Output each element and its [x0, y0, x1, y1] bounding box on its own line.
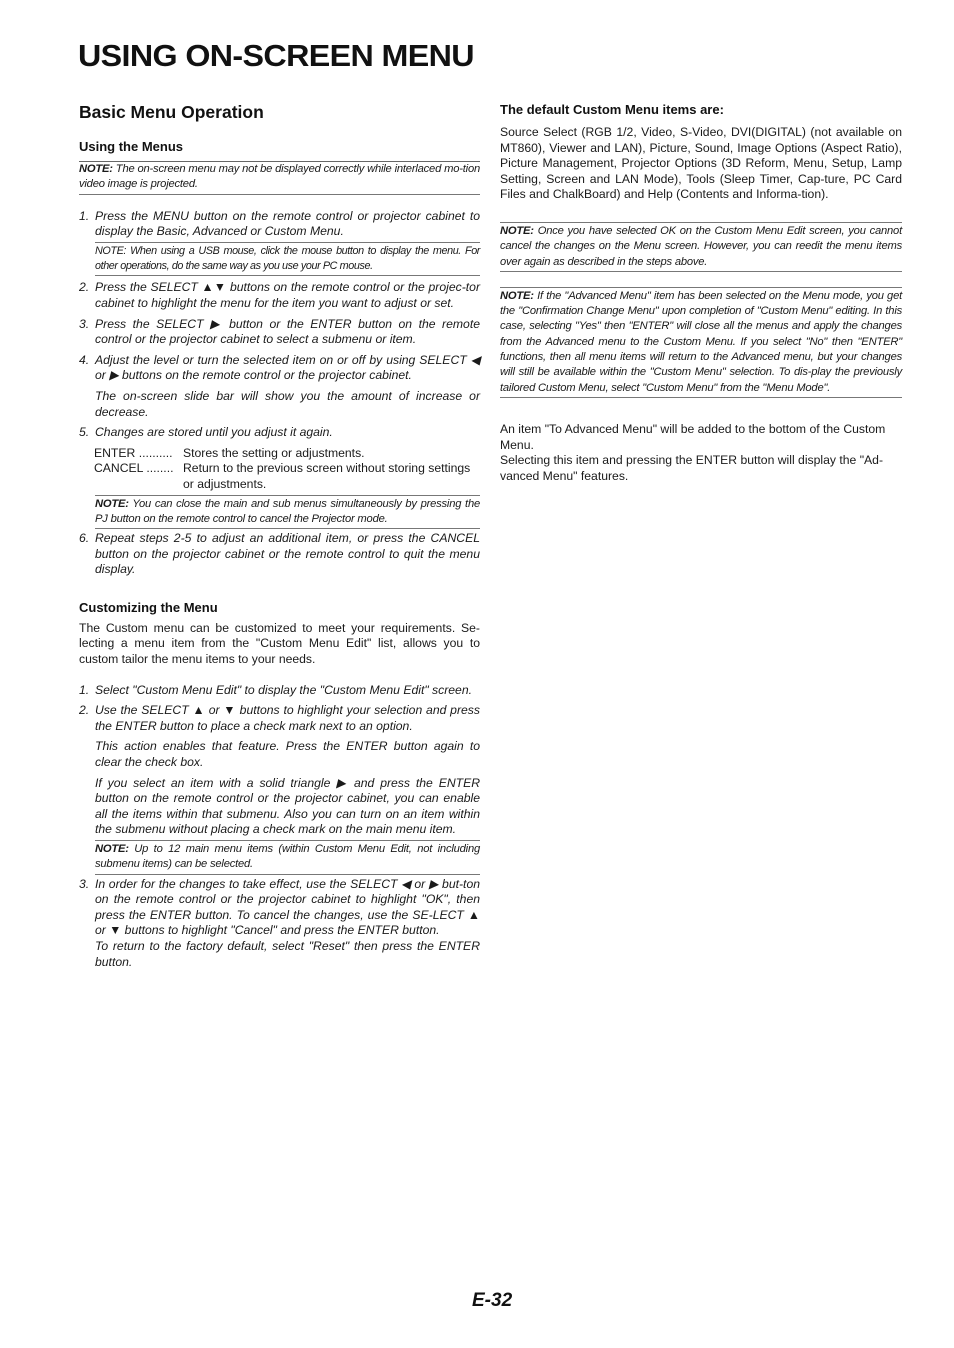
advanced-menu-para1: An item "To Advanced Menu" will be added to the bottom of the Custom Menu. [500, 421, 886, 452]
note-text: Up to 12 main menu items (within Custom Menu Edit, not including submenu items) can be selected. [95, 843, 480, 871]
advanced-menu-para2: Selecting this item and pressing the ENTER button will display the "Ad-vanced Menu" features. [500, 453, 884, 483]
list-text: Repeat steps 2-5 to adjust an additional item, or press the CANCEL button on the projector cabinet or the remote control to quit the menu display. [95, 531, 480, 577]
list-number: 1. [79, 682, 90, 697]
key-enter-desc: Stores the setting or adjustments. [183, 445, 365, 460]
list-item-custom-step2 [79, 703, 480, 734]
key-cancel: CANCEL ........ [94, 461, 174, 476]
subheading-default-items: The default Custom Menu items are: [500, 102, 724, 117]
note-pj-button [95, 495, 480, 530]
list-number: 4. [79, 352, 90, 367]
key-enter: ENTER .......... [94, 445, 173, 460]
note-reedit [500, 222, 902, 272]
subheading-customizing: Customizing the Menu [79, 599, 218, 615]
list-number: 1. [79, 208, 90, 223]
list-item-step2 [79, 280, 480, 311]
custom-step3-detail: To return to the factory default, select "Reset" then press the ENTER button. [95, 938, 480, 969]
customizing-intro: The Custom menu can be customized to meet your requirements. Se-lecting a menu item from the "Custom Menu Edit" list, allows you to custom tailor the menu items to your needs. [79, 620, 480, 667]
key-cancel-row [94, 461, 480, 492]
note-label: NOTE: [500, 224, 534, 237]
note-text: If the "Advanced Menu" item has been selected on the Menu mode, you get the "Confirmation Change Menu" upon completion of "Custom Menu" editing. In this case, selecting "Yes" then "ENTER" will close all the menus and apply the changes from the Advanced menu to the Custom Menu. If you select "No" then "ENTER" functions, then all menu items will return to the Advanced menu, but your changes will still be available within the "Custom Menu" selection. To dis-play the previously tailored Custom Menu, select "Custom Menu" from the "Menu Mode". [500, 289, 902, 394]
note-label: NOTE: [79, 163, 113, 175]
note-label: NOTE: [95, 497, 129, 510]
list-item-step4 [79, 353, 480, 384]
page-title: USING ON-SCREEN MENU [78, 38, 474, 73]
list-text: Changes are stored until you adjust it again. [95, 425, 333, 440]
list-item-step6 [79, 531, 480, 578]
note-text: Once you have selected OK on the Custom Menu Edit screen, you cannot cancel the changes on the Menu screen. However, you can reedit the menu items over again as described in the steps above. [500, 224, 902, 268]
note-usb-mouse: NOTE: When using a USB mouse, click the mouse button to display the menu. For other operations, do the same way as you use your PC mouse. [95, 242, 480, 277]
list-number: 2. [79, 280, 90, 295]
note-text: You can close the main and sub menus simultaneously by pressing the PJ button on the remote control to cancel the Projector mode. [95, 497, 480, 525]
key-enter-row [94, 446, 480, 462]
note-label: NOTE: [95, 843, 129, 855]
list-number: 3. [79, 876, 90, 891]
list-number: 5. [79, 425, 90, 440]
section-title-basic-menu: Basic Menu Operation [79, 102, 264, 122]
key-cancel-desc: Return to the previous screen without storing settings or adjustments. [183, 461, 471, 491]
left-column [79, 102, 480, 970]
default-items-text: Source Select (RGB 1/2, Video, S-Video, DVI(DIGITAL) (not available on MT860), Viewer and LAN), Picture, Sound, Image Options (Aspect Ratio), Picture Management, Projector Options (3D Reform, Menu, Setup, Lamp Setting, Screen and LAN Mode), Tools (Sleep Timer, Cap-ture, PC Card Files and ChalkBoard) and Help (Contents and Informa-tion). [500, 125, 902, 202]
list-item-step1 [79, 209, 480, 240]
list-item-step3 [79, 317, 480, 348]
note-text: The on-screen menu may not be displayed correctly while interlaced mo-tion video image is projected. [79, 163, 480, 191]
list-number: 6. [79, 531, 90, 546]
list-number: 3. [79, 316, 90, 331]
note-advanced-menu [500, 287, 902, 398]
subheading-using-menus: Using the Menus [79, 139, 480, 162]
list-number: 2. [79, 703, 90, 718]
step4-detail: The on-screen slide bar will show you the amount of increase or decrease. [95, 388, 480, 419]
custom-step2-detail1: This action enables that feature. Press the ENTER button again to clear the check box. [95, 739, 480, 770]
note-label: NOTE: [500, 289, 534, 302]
page-number: E-32 [472, 1290, 513, 1311]
list-text: Select "Custom Menu Edit" to display the "Custom Menu Edit" screen. [95, 682, 473, 697]
custom-step2-detail2: If you select an item with a solid triangle ▶ and press the ENTER button on the remote control or the projector cabinet, you can enable all the items within that submenu. Also you can turn on an item within the submenu without placing a check mark on the main menu item. [95, 775, 480, 837]
list-text: Adjust the level or turn the selected item on or off by using SELECT ◀ or ▶ buttons on the remote control or the projector cabinet. [95, 352, 480, 383]
list-text: Press the MENU button on the remote control or projector cabinet to display the Basic, Advanced or Custom Menu. [95, 208, 480, 239]
list-item-custom-step1 [79, 683, 480, 699]
list-text: Press the SELECT ▲▼ buttons on the remote control or the projec-tor cabinet to highlight the menu for the item you want to adjust or set. [95, 280, 480, 310]
note-max-items [95, 840, 480, 875]
list-text: Press the SELECT ▶ button or the ENTER button on the remote control or the projector cabinet to select a submenu or item. [95, 316, 480, 347]
list-item-step5 [79, 425, 480, 441]
list-item-custom-step3 [79, 877, 480, 939]
list-text: In order for the changes to take effect, use the SELECT ◀ or ▶ but-ton on the remote control or the projector cabinet to highlight "OK", then press the ENTER button. To cancel the changes, use the SE-LECT ▲ or ▼ buttons to highlight "Cancel" and press the ENTER button. [95, 876, 480, 938]
list-text: Use the SELECT ▲ or ▼ buttons to highlight your selection and press the ENTER button to place a check mark next to an option. [95, 703, 480, 733]
note-interlaced [79, 162, 480, 195]
right-column [500, 102, 902, 484]
